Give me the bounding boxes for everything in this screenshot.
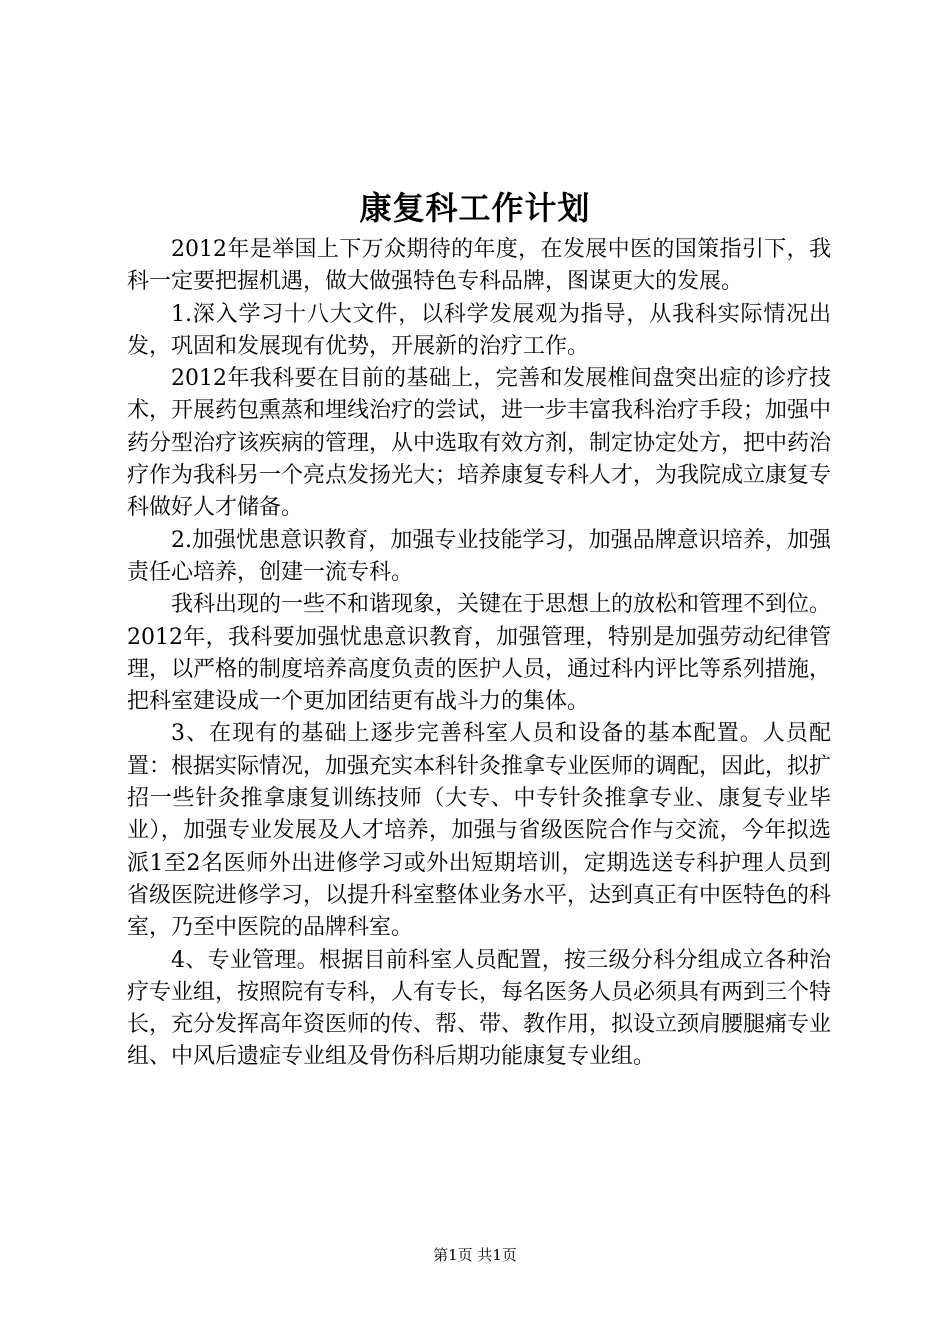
document-title: 康复科工作计划 [359,189,591,227]
paragraph-item-2: 2.加强忧患意识教育，加强专业技能学习，加强品牌意识培养，加强责任心培养，创建一流专科。 [127,527,831,585]
paragraph-item-1: 1.深入学习十八大文件，以科学发展观为指导，从我科实际情况出发，巩固和发展现有优势，开展新的治疗工作。 [127,301,831,359]
paragraph-intro: 2012年是举国上下万众期待的年度，在发展中医的国策指引下，我科一定要把握机遇，做大做强特色专科品牌，图谋更大的发展。 [127,237,831,295]
paragraph-item-4: 4、专业管理。根据目前科室人员配置，按三级分科分组成立各种治疗专业组，按照院有专科，人有专长，每名医务人员必须具有两到三个特长，充分发挥高年资医师的传、帮、带、教作用，拟设立颈肩腰腿痛专业组、中风后遗症专业组及骨伤科后期功能康复专业组。 [127,947,832,1070]
page-footer: 第1页 共1页 [433,1246,517,1264]
paragraph-item-2-detail: 我科出现的一些不和谐现象，关键在于思想上的放松和管理不到位。2012年，我科要加强忧患意识教育，加强管理，特别是加强劳动纪律管理，以严格的制度培养高度负责的医护人员，通过科内评比等系列措施，把科室建设成一个更加团结更有战斗力的集体。 [127,592,832,715]
document-body [127,234,831,1074]
paragraph-item-1-detail: 2012年我科要在目前的基础上，完善和发展椎间盘突出症的诊疗技术，开展药包熏蒸和埋线治疗的尝试，进一步丰富我科治疗手段；加强中药分型治疗该疾病的管理，从中选取有效方剂，制定协定处方，把中药治疗作为我科另一个亮点发扬光大；培养康复专科人才，为我院成立康复专科做好人才储备。 [127,366,832,521]
paragraph-item-3: 3、在现有的基础上逐步完善科室人员和设备的基本配置。人员配置：根据实际情况，加强充实本科针灸推拿专业医师的调配，因此，拟扩招一些针灸推拿康复训练技师（大专、中专针灸推拿专业、康复专业毕业），加强专业发展及人才培养，加强与省级医院合作与交流，今年拟选派1至2名医师外出进修学习或外出短期培训，定期选送专科护理人员到省级医院进修学习，以提升科室整体业务水平，达到真正有中医特色的科室，乃至中医院的品牌科室。 [127,721,832,941]
